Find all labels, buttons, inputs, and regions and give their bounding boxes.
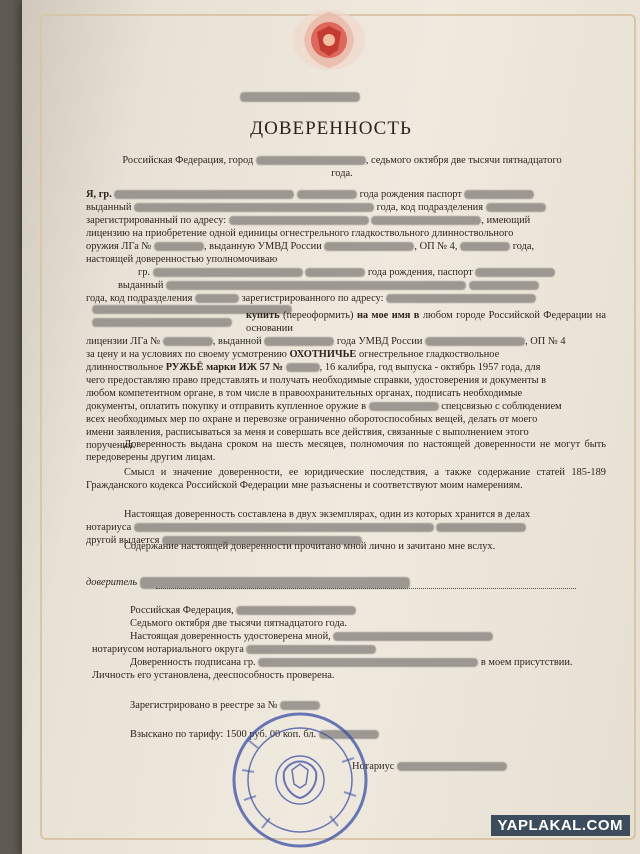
fee-line: Взыскано по тарифу: 1500 руб. 00 коп. бл. [130, 728, 610, 741]
signature-line [156, 588, 576, 589]
document-title: ДОВЕРЕННОСТЬ [250, 118, 412, 139]
site-watermark: YAPLAKAL.COM [491, 815, 630, 836]
validity-paragraph: Доверенность выдана сроком на шесть месяцев, полномочия по настоящей доверенности не могут быть передоверены другим лицам. [86, 439, 606, 463]
notary-block: Российская Федерация, Седьмого октября две тысячи пятнадцатого года. Настоящая доверенность удостоверена мной, нотариусом нотариального округа Доверенность подписана гр. в моем присутствии. Личность его установлена, дееспособность проверена. [92, 605, 573, 681]
notary-stamp-icon [218, 700, 378, 852]
principal-paragraph: Я, гр. года рождения паспорт выданный года, код подразделения зарегистрированный по адресу: , имеющий лицензию на приобретение одной единицы огнестрельного гладкоствольного длинноствольного оружия ЛГа № , выданную УМВД России , ОП № 4, года, настоящей доверенностью уполномочиваю [86, 188, 606, 266]
registry-line: Зарегистрировано в реестре за № [130, 699, 610, 712]
notary-signature-line: Нотариус [352, 760, 612, 773]
copies-paragraph: Настоящая доверенность составлена в двух экземплярах, один из которых хранится в делах нотариуса другой выдается [86, 509, 531, 546]
agent-paragraph: гр. года рождения, паспорт выданный года, код подразделения зарегистрированного по адресу: [86, 266, 606, 305]
authority-paragraph: купить (переоформить) на мое имя в любом городе Российской Федерации на основании лицензии ЛГа № , выданной года УМВД России , ОП № 4 за цену и на условиях по своему усмотрению ОХОТНИЧЬЕ огнестрельное гладкоствольное длинноствольное РУЖЬЁ марки ИЖ 57 № , 16 калибра, год выпуска - октябрь 1957 года, для чего предоставляю право представлять и получать необходимые справки, удостоверения и документы в любом компетентном органе, в том числе в правоохранительных органах, подписать необходимые документы, оплатить покупку и отправить купленное оружие в спецсвязью с соблюдением всех необходимых мер по охране и перевозке ограниченно оборотоспособных вещей, делать от моего имени заявления, расписываться за меня и совершать все действия, связанные с выполнением этого поручения. [86, 310, 606, 451]
legal-paragraph: Смысл и значение доверенности, ее юридические последствия, а также содержание статей 185-189 Гражданского кодекса Российской Федерации мне разъяснены и соответствуют моим намерениям. [86, 467, 606, 491]
redacted-header [240, 92, 360, 102]
document-page [22, 0, 640, 854]
read-aloud-paragraph: Содержание настоящей доверенности прочитано мной лично и зачитано мне вслух. [124, 541, 496, 552]
signer-line: доверитель [86, 576, 606, 589]
place-date-line: Российская Федерация, город , седьмого октября две тысячи пятнадцатого года. [122, 155, 562, 179]
state-emblem-icon [290, 6, 368, 74]
redacted-city [256, 156, 366, 165]
